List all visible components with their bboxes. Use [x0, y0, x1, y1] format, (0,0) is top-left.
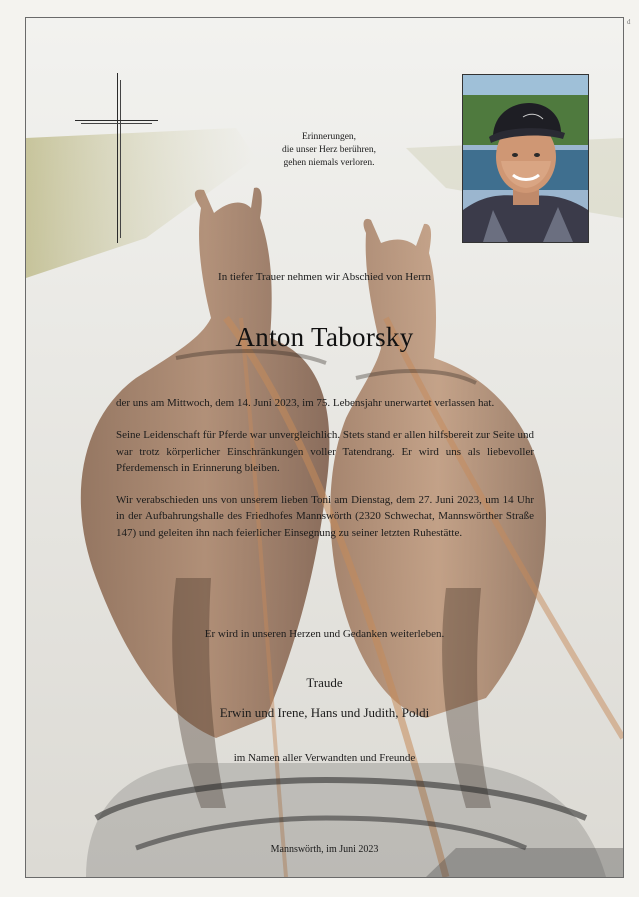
memorial-quote [254, 131, 404, 170]
paragraph-passing: der uns am Mittwoch, dem 14. Juni 2023, im 75. Lebensjahr unerwartet verlassen hat. [116, 397, 495, 409]
obituary-body [116, 395, 534, 557]
intro-line: In tiefer Trauer nehmen wir Abschied von Herrn [218, 271, 431, 283]
portrait-illustration [463, 75, 588, 242]
signature-family: Erwin und Irene, Hans und Judith, Poldi [219, 705, 430, 720]
place-and-date: Mannswörth, im Juni 2023 [270, 844, 379, 855]
portrait-photo [462, 74, 589, 243]
quote-line-1: Erinnerungen, [301, 132, 357, 142]
cross-vertical-line [117, 73, 118, 243]
quote-line-3: gehen niemals verloren. [283, 158, 375, 168]
cross-horizontal-line-inner [81, 123, 152, 124]
margin-mark: d [627, 18, 631, 26]
paragraph-funeral-details: Wir verabschieden uns von unserem lieben Toni am Dienstag, dem 27. Juni 2023, um 14 Uhr in der Aufbahrungshalle des Friedhofes Mannswörth (2320 Schwechat, Mannswörther Straße 147) und geleiten ihn nach feierlicher Einsegnung zu seiner letzten Ruhestätte. [116, 494, 534, 539]
deceased-name: Anton Taborsky [235, 322, 414, 352]
signature-others: im Namen aller Verwandten und Freunde [233, 752, 416, 764]
signature-primary: Traude [306, 675, 343, 690]
obituary-notice [25, 17, 624, 878]
quote-line-2: die unser Herz berühren, [282, 145, 376, 155]
paragraph-tribute: Seine Leidenschaft für Pferde war unvergleichlich. Stets stand er allen hilfsbereit zur Seite und war trotz körperlicher Einschränkungen voller Tatendrang. Er wird uns als liebevoller Pferdemensch in Erinnerung bleiben. [116, 429, 534, 474]
closing-line: Er wird in unseren Herzen und Gedanken weiterleben. [204, 628, 445, 640]
cross-vertical-line-inner [120, 80, 121, 238]
cross-horizontal-line [75, 120, 158, 121]
